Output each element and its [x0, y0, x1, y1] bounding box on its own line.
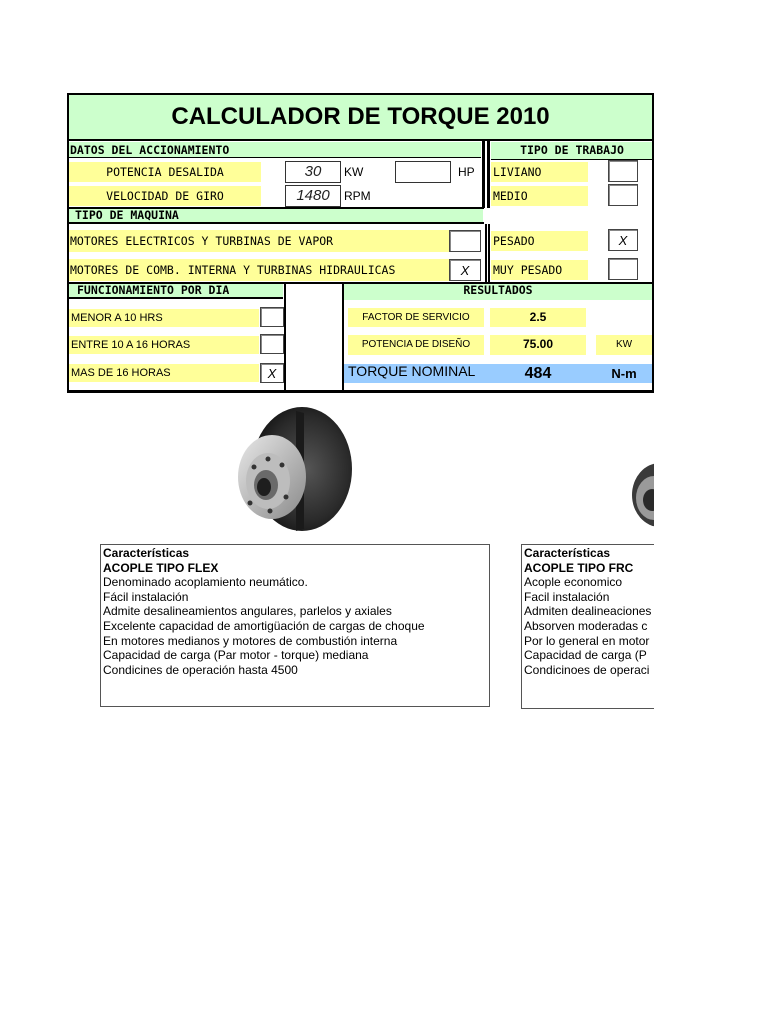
frc-coupling-image [630, 462, 654, 528]
trabajo-liviano-label: LIVIANO [491, 162, 588, 182]
torque-nominal-value: 484 [524, 365, 552, 382]
motores-electricos-label: MOTORES ELECTRICOS Y TURBINAS DE VAPOR [69, 230, 449, 252]
funcionamiento-entre-checkbox[interactable] [260, 334, 284, 354]
card-line: Capacidad de carga (P [524, 648, 647, 663]
potencia-hp-input[interactable] [395, 161, 451, 183]
potencia-diseno-unit: KW [596, 335, 652, 355]
card-line: Acople economico [524, 575, 623, 590]
card-line: Fácil instalación [103, 589, 189, 604]
trabajo-pesado-checkbox[interactable]: X [608, 229, 638, 251]
card-line: Por lo general en motor [524, 633, 650, 648]
trabajo-pesado-label: PESADO [491, 231, 588, 251]
velocidad-input[interactable]: 1480 [285, 185, 341, 207]
card-heading: Características [524, 546, 611, 560]
potencia-input[interactable]: 30 [285, 161, 341, 183]
card-line: Excelente capacidad de amortigüación de cargas de choque [103, 618, 425, 633]
motores-combustion-label: MOTORES DE COMB. INTERNA Y TURBINAS HIDRAULICAS [69, 259, 449, 281]
sheet-bottom-border [67, 390, 654, 393]
torque-nominal-unit: N-m [611, 366, 637, 381]
torque-nominal-label: TORQUE NOMINAL [348, 363, 476, 379]
card-line: Capacidad de carga (Par motor - torque) mediana [103, 648, 369, 663]
card-line: Absorven moderadas c [524, 618, 648, 633]
section-header-resultados: RESULTADOS [344, 284, 652, 300]
card-title: ACOPLE TIPO FLEX [103, 560, 219, 575]
funcionamiento-menor-label: MENOR A 10 HRS [69, 309, 259, 327]
funcionamiento-right-line [284, 284, 286, 392]
card-line: Condicines de operación hasta 4500 [103, 662, 298, 677]
funcionamiento-menor-checkbox[interactable] [260, 307, 284, 327]
mid-divider [482, 141, 490, 208]
motores-electricos-checkbox[interactable] [449, 230, 481, 252]
velocidad-label: VELOCIDAD DE GIRO [69, 186, 261, 206]
card-line: Facil instalación [524, 589, 610, 604]
section-header-maquina: TIPO DE MAQUINA [69, 209, 483, 222]
card-heading: Características [103, 546, 190, 560]
card-line: En motores medianos y motores de combustión interna [103, 633, 398, 648]
section-header-funcionamiento: FUNCIONAMIENTO POR DIA [69, 284, 283, 299]
velocidad-unit: RPM [344, 189, 371, 203]
trabajo-liviano-checkbox[interactable] [608, 160, 638, 182]
card-line: Denominado acoplamiento neumático. [103, 575, 308, 590]
card-line: Condicinoes de operaci [524, 662, 650, 677]
maquina-bottomline [67, 222, 484, 224]
potencia-label: POTENCIA DESALIDA [69, 162, 261, 182]
calculator-sheet [0, 0, 768, 400]
section-header-trabajo: TIPO DE TRABAJO [491, 142, 653, 160]
right-border [652, 141, 654, 393]
funcionamiento-mas-label: MAS DE 16 HORAS [69, 364, 259, 382]
flex-coupling-card [100, 544, 490, 707]
frc-coupling-card [521, 544, 654, 709]
factor-servicio-label: FACTOR DE SERVICIO [348, 308, 484, 327]
flex-coupling-image [230, 405, 355, 537]
potencia-hp-unit: HP [458, 165, 475, 179]
motores-combustion-checkbox[interactable]: X [449, 259, 481, 281]
trabajo-muy-pesado-label: MUY PESADO [491, 260, 588, 280]
factor-servicio-value: 2.5 [490, 308, 586, 327]
trabajo-muy-pesado-checkbox[interactable] [608, 258, 638, 280]
card-line: Admite desalineamientos angulares, parlelos y axiales [103, 604, 392, 619]
potencia-unit: KW [344, 165, 364, 179]
funcionamiento-mas-checkbox[interactable]: X [260, 363, 284, 383]
card-line: Admiten dealineaciones [524, 604, 652, 619]
trabajo-medio-label: MEDIO [491, 186, 588, 206]
card-title: ACOPLE TIPO FRC [524, 560, 634, 575]
funcionamiento-entre-label: ENTRE 10 A 16 HORAS [69, 336, 259, 354]
section-header-accionamiento: DATOS DEL ACCIONAMIENTO [68, 142, 481, 158]
page-title: CALCULADOR DE TORQUE 2010 [171, 103, 550, 130]
mid-divider-lower [485, 224, 490, 284]
trabajo-medio-checkbox[interactable] [608, 184, 638, 206]
potencia-diseno-label: POTENCIA DE DISEÑO [348, 335, 484, 355]
potencia-diseno-value: 75.00 [490, 335, 586, 355]
